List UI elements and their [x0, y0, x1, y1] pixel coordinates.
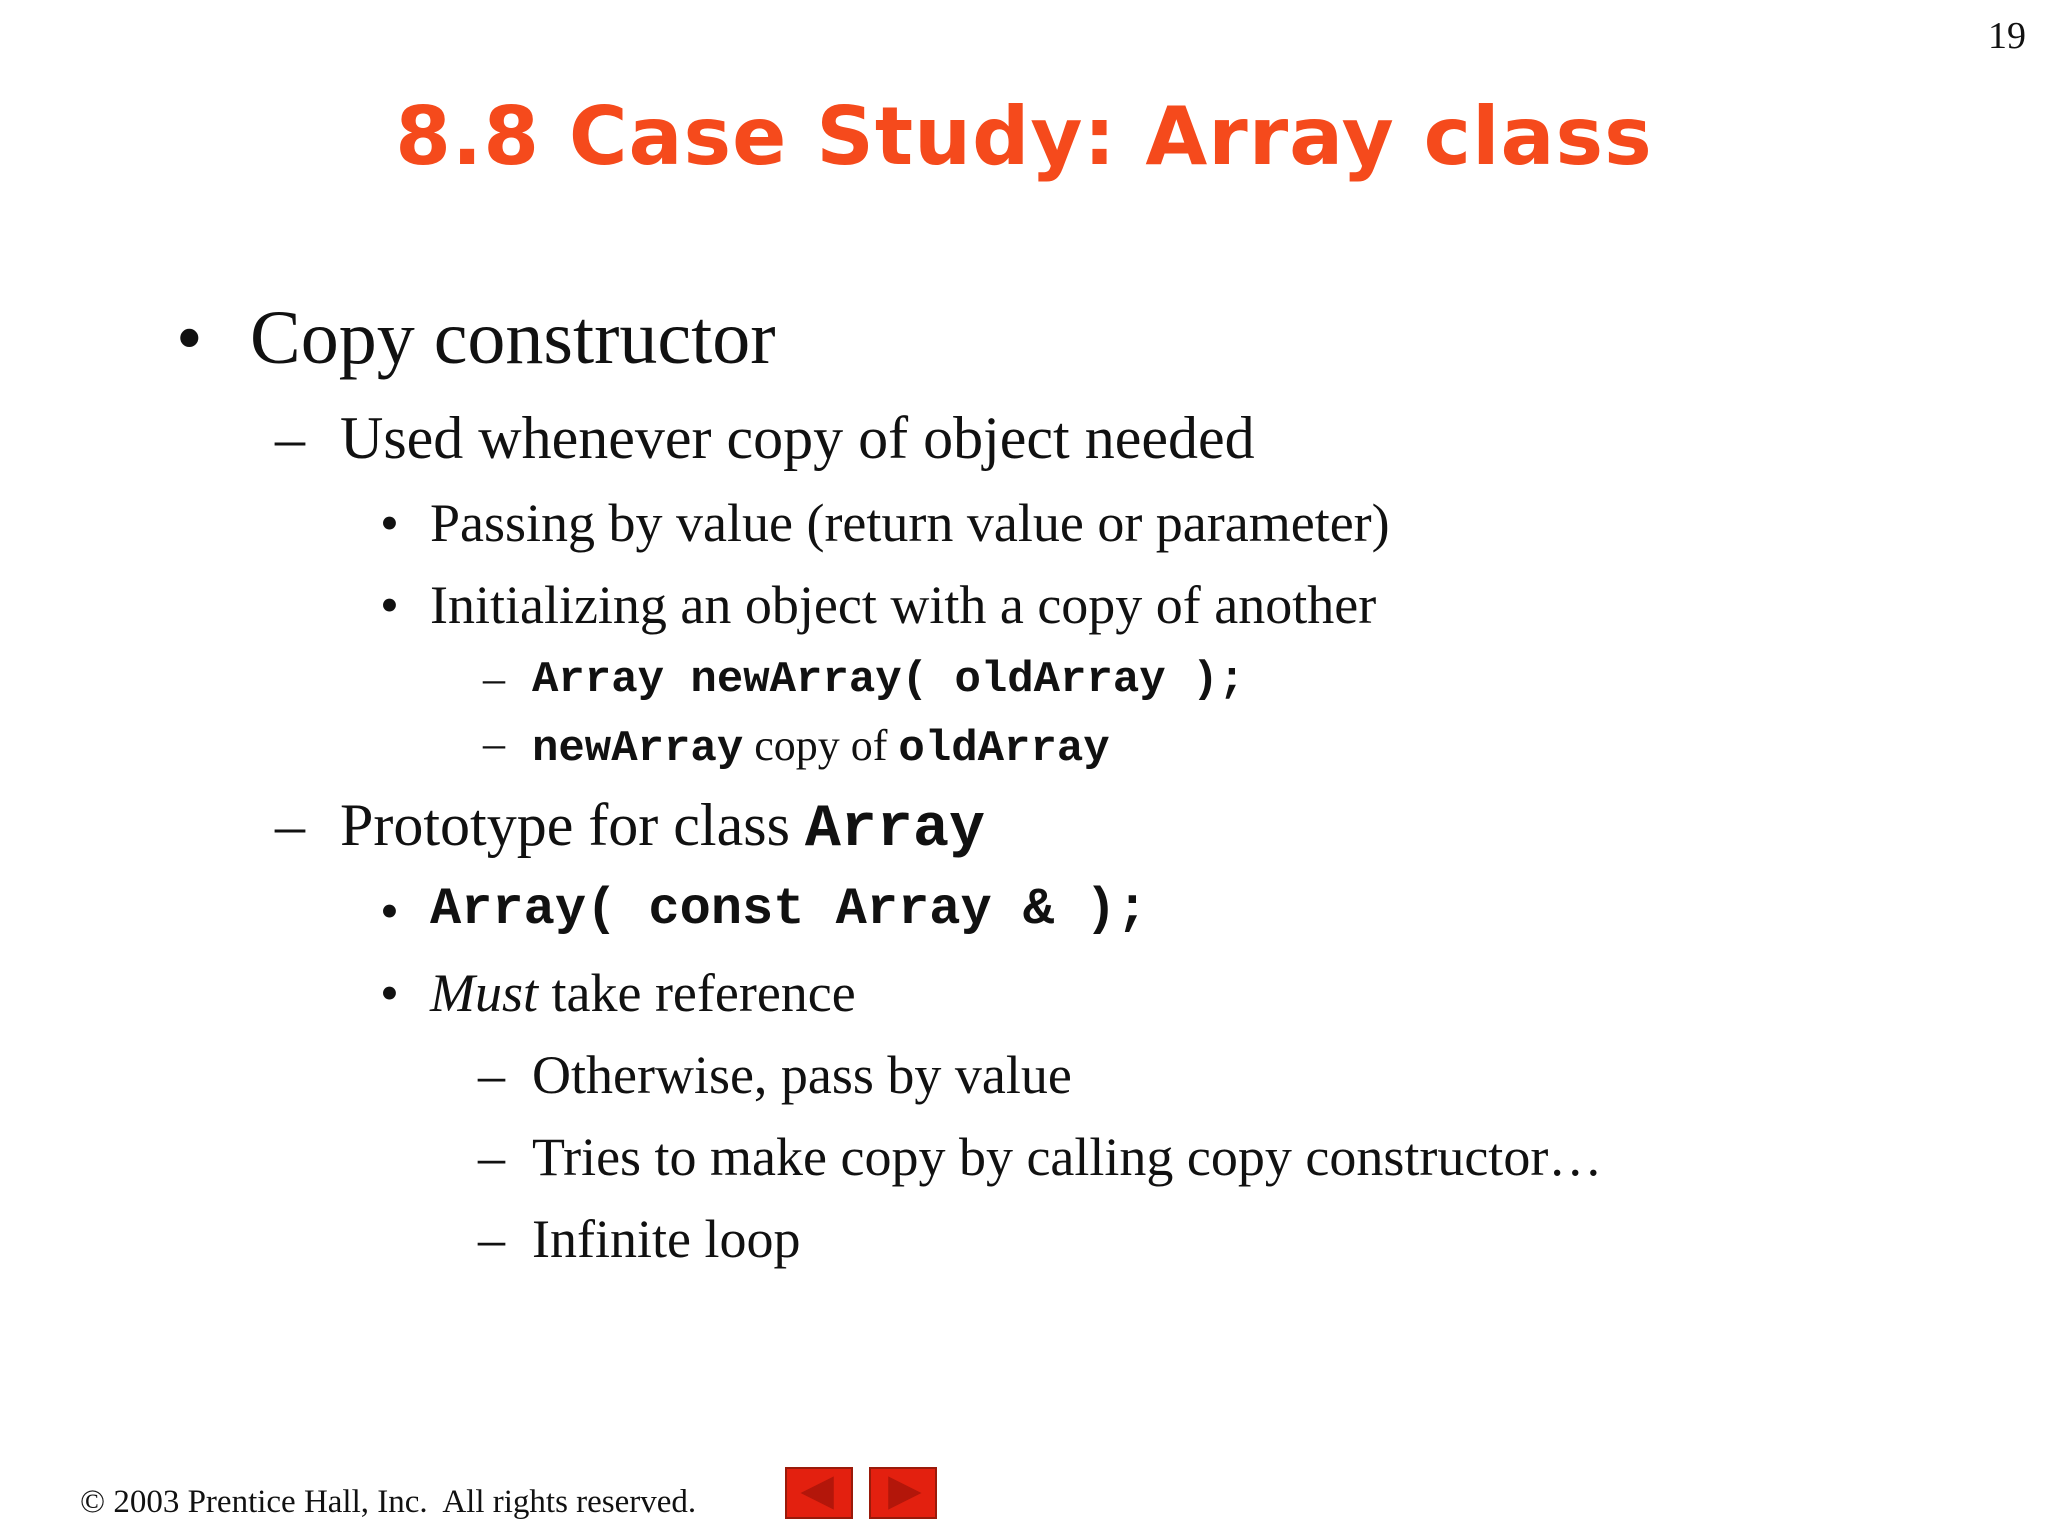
code-newarray: newArray — [532, 724, 744, 774]
dash-marker: – — [478, 1045, 505, 1105]
dash-marker: – — [275, 405, 305, 471]
emphasis-must: Must — [430, 963, 538, 1023]
bullet-infinite-loop: Infinite loop — [532, 1209, 801, 1269]
bullet-otherwise: Otherwise, pass by value — [532, 1045, 1072, 1105]
code-array-newarray: Array newArray( oldArray ); — [532, 655, 1245, 705]
page-number: 19 — [1988, 15, 2026, 57]
bullet-marker: • — [380, 963, 399, 1023]
take-reference-text: take reference — [538, 963, 856, 1023]
bullet-prototype — [340, 791, 985, 864]
bullet-marker: • — [176, 296, 203, 380]
code-oldarray: oldArray — [898, 724, 1110, 774]
previous-slide-button[interactable] — [785, 1467, 853, 1519]
bullet-marker: • — [380, 575, 399, 635]
dash-marker: – — [483, 719, 505, 768]
dash-marker: – — [483, 654, 505, 703]
bullet-copy-constructor: Copy constructor — [250, 296, 776, 380]
arrow-left-icon — [787, 1469, 851, 1517]
dash-marker: – — [478, 1127, 505, 1187]
copyright-text: 2003 Prentice Hall, Inc. All rights reserved. — [105, 1484, 697, 1520]
arrow-right-icon — [871, 1469, 935, 1517]
slide-title: 8.8 Case Study: Array class — [395, 90, 1653, 183]
dash-marker: – — [478, 1209, 505, 1269]
bullet-newarray-copy — [532, 720, 1110, 774]
bullet-used-whenever: Used whenever copy of object needed — [340, 405, 1255, 471]
bullet-tries-to-make-copy: Tries to make copy by calling copy constructor… — [532, 1127, 1603, 1187]
prototype-text: Prototype for class — [340, 792, 805, 858]
bullet-passing-by-value: Passing by value (return value or parameter) — [430, 493, 1390, 553]
bullet-marker: • — [380, 881, 399, 941]
bullet-must-take-reference — [430, 962, 856, 1024]
next-slide-button[interactable] — [869, 1467, 937, 1519]
dash-marker: – — [275, 792, 305, 858]
copyright-icon: © — [80, 1484, 106, 1520]
bullet-marker: • — [380, 493, 399, 553]
code-array: Array — [804, 796, 985, 864]
bullet-initializing: Initializing an object with a copy of another — [430, 575, 1377, 635]
code-array-const-ref: Array( const Array & ); — [430, 880, 1148, 939]
copy-of-text: copy of — [743, 721, 899, 770]
copyright-footer — [80, 1484, 696, 1521]
